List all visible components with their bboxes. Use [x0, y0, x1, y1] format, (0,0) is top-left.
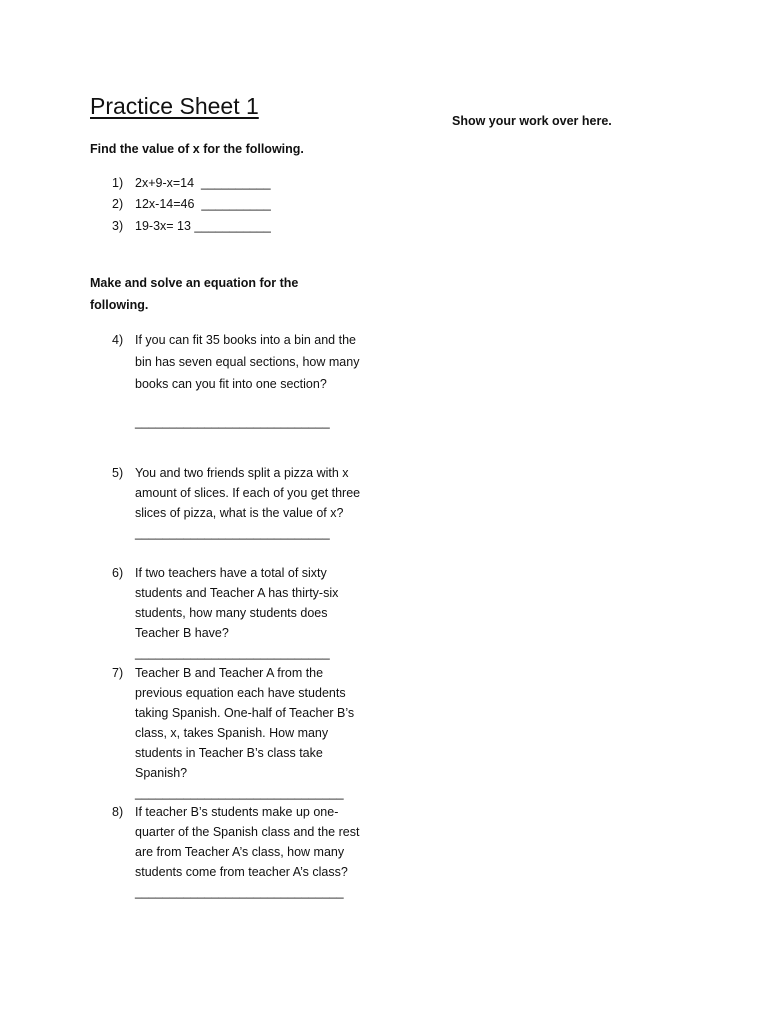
answer-blank: ____________________________ — [135, 526, 330, 540]
word-problem — [112, 663, 365, 803]
page-title: Practice Sheet 1 — [90, 93, 259, 119]
problem-number: 6) — [112, 566, 124, 580]
section2-instruction: Make and solve an equation for the following. — [90, 276, 299, 312]
problem-number: 8) — [112, 805, 124, 819]
equation-item — [112, 194, 271, 216]
equation-number: 2) — [112, 197, 124, 212]
word-problem — [112, 802, 365, 902]
answer-blank: ______________________________ — [135, 885, 344, 899]
answer-blank: ______________________________ — [135, 786, 344, 800]
problem-number: 5) — [112, 466, 124, 480]
equation-text: 2x+9-x=14 __________ — [135, 175, 271, 190]
word-problem — [112, 563, 365, 663]
answer-blank: ____________________________ — [135, 646, 330, 660]
equation-list — [112, 172, 271, 237]
problem-number: 4) — [112, 333, 124, 347]
problem-text: If teacher B’s students make up one-quarter of the Spanish class and the rest are from Teacher A’s class, how many students come from teacher A’s class? — [135, 805, 360, 879]
answer-blank: ____________________________ — [135, 415, 330, 429]
equation-text: 12x-14=46 __________ — [135, 197, 271, 212]
problem-number: 7) — [112, 666, 124, 680]
word-problem — [112, 463, 365, 543]
work-area-note: Show your work over here. — [452, 114, 612, 128]
problem-text: If two teachers have a total of sixty students and Teacher A has thirty-six students, how many students does Teacher B have? — [135, 566, 339, 640]
equation-text: 19-3x= 13 ___________ — [135, 218, 271, 233]
problem-text: You and two friends split a pizza with x amount of slices. If each of you get three slices of pizza, what is the value of x? — [135, 466, 361, 520]
problem-text: Teacher B and Teacher A from the previous equation each have students taking Spanish. One-half of Teacher B’s class, x, takes Spanish. How many students in Teacher B’s class take Spanish? — [135, 666, 355, 780]
equation-number: 1) — [112, 175, 124, 190]
section1-instruction: Find the value of x for the following. — [90, 142, 304, 156]
equation-number: 3) — [112, 218, 124, 233]
equation-item — [112, 172, 271, 194]
equation-item — [112, 215, 271, 237]
problem-text: If you can fit 35 books into a bin and the bin has seven equal sections, how many books can you fit into one section? — [135, 333, 360, 391]
word-problem — [112, 329, 365, 433]
